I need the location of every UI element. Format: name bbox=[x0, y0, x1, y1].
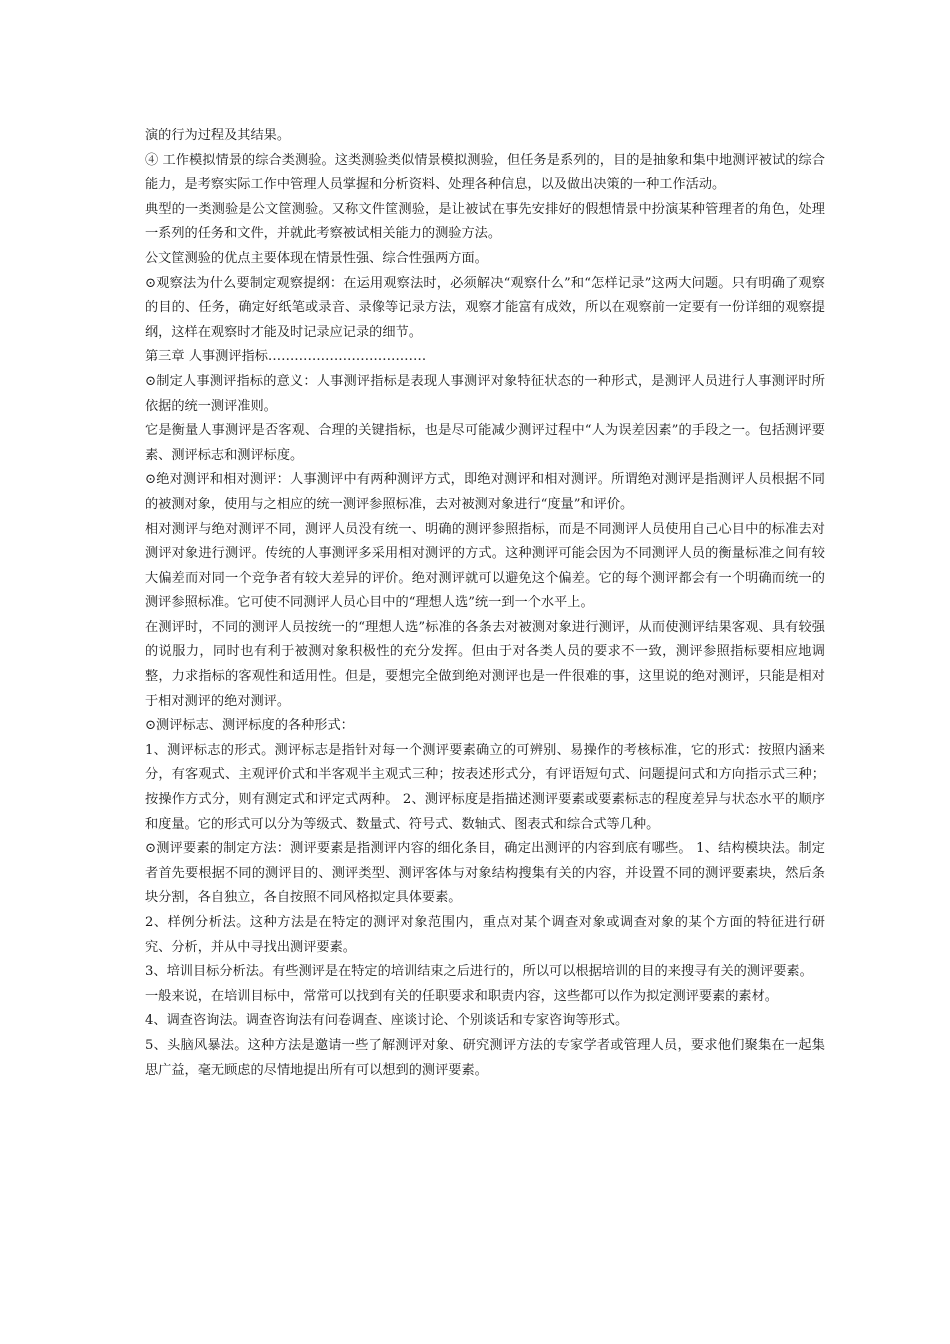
paragraph: 它是衡量人事测评是否客观、合理的关键指标，也是尽可能减少测评过程中“人为误差因素”的手段之一。包括测评要素、测评标志和测评标度。 bbox=[145, 423, 825, 463]
paragraph: 4、调查咨询法。调查咨询法有问卷调查、座谈讨论、个别谈话和专家咨询等形式。 bbox=[145, 1013, 629, 1029]
paragraph: 演的行为过程及其结果。 bbox=[145, 128, 291, 143]
paragraph: 2、样例分析法。这种方法是在特定的测评对象范围内，重点对某个调查对象或调查对象的某个方面的特征进行研究、分析，并从中寻找出测评要素。 bbox=[145, 915, 825, 955]
paragraph: ⊙测评标志、测评标度的各种形式： bbox=[145, 718, 354, 734]
paragraph: 1、测评标志的形式。测评标志是指针对每一个测评要素确立的可辨别、易操作的考核标准，它的形式：按照内涵来分，有客观式、主观评价式和半客观半主观式三种；按表述形式分，有评语短句式、问题提问式和方向指示式三种；按操作方式分，则有测定式和评定式两种。 2、测评标度是指描述测评要素或要素标志的程度差异与状态水平的顺序和度量。它的形式可以分为等级式、数量式、符号式、数轴式、图表式和综合式等几种。 bbox=[145, 742, 825, 832]
document-body bbox=[145, 124, 825, 1083]
paragraph: ⊙制定人事测评指标的意义：人事测评指标是表现人事测评对象特征状态的一种形式，是测评人员进行人事测评时所依据的统一测评准则。 bbox=[145, 373, 825, 414]
paragraph: 在测评时，不同的测评人员按统一的“理想人选”标准的各条去对被测对象进行测评，从而使测评结果客观、具有较强的说服力，同时也有利于被测对象积极性的充分发挥。但由于对各类人员的要求不一致，测评参照指标要相应地调整，力求指标的客观性和适用性。但是，要想完全做到绝对测评也是一件很难的事，这里说的绝对测评，只能是相对于相对测评的绝对测评。 bbox=[145, 619, 825, 709]
paragraph: 3、培训目标分析法。有些测评是在特定的培训结束之后进行的，所以可以根据培训的目的来搜寻有关的测评要素。 bbox=[145, 964, 813, 980]
paragraph: 相对测评与绝对测评不同，测评人员没有统一、明确的测评参照指标，而是不同测评人员使用自己心目中的标准去对测评对象进行测评。传统的人事测评多采用相对测评的方式。这种测评可能会因为不同测评人员的衡量标准之间有较大偏差而对同一个竞争者有较大差异的评价。绝对测评就可以避免这个偏差。它的每个测评都会有一个明确而统一的测评参照标准。它可使不同测评人员心目中的“理想人选”统一到一个水平上。 bbox=[145, 521, 825, 611]
paragraph: ④ 工作模拟情景的综合类测验。这类测验类似情景模拟测验，但任务是系列的，目的是抽象和集中地测评被试的综合能力，是考察实际工作中管理人员掌握和分析资料、处理各种信息，以及做出决策的一种工作活动。 bbox=[145, 152, 825, 193]
paragraph: 一般来说，在培训目标中，常常可以找到有关的任职要求和职责内容，这些都可以作为拟定测评要素的素材。 bbox=[145, 988, 778, 1004]
chapter-heading: 第三章 人事测评指标……………………………… bbox=[145, 349, 427, 365]
paragraph: 典型的一类测验是公文筐测验。又称文件筐测验，是让被试在事先安排好的假想情景中扮演某种管理者的角色，处理一系列的任务和文件，并就此考察被试相关能力的测验方法。 bbox=[145, 201, 825, 242]
paragraph: ⊙测评要素的制定方法：测评要素是指测评内容的细化条目，确定出测评的内容到底有哪些。 1、结构模块法。制定者首先要根据不同的测评目的、测评类型、测评客体与对象结构搜集有关的内容，并设置不同的测评要素块，然后条块分割，各自独立，各自按照不同风格拟定具体要素。 bbox=[145, 841, 825, 906]
paragraph: ⊙观察法为什么要制定观察提纲：在运用观察法时，必须解决“观察什么”和“怎样记录”这两大问题。只有明确了观察的目的、任务，确定好纸笔或录音、录像等记录方法，观察才能富有成效，所以在观察前一定要有一份详细的观察提纲，这样在观察时才能及时记录应记录的细节。 bbox=[145, 275, 825, 340]
paragraph: 5、头脑风暴法。这种方法是邀请一些了解测评对象、研究测评方法的专家学者或管理人员，要求他们聚集在一起集思广益，毫无顾虑的尽情地提出所有可以想到的测评要素。 bbox=[145, 1037, 825, 1078]
paragraph: 公文筐测验的优点主要体现在情景性强、综合性强两方面。 bbox=[145, 250, 488, 266]
paragraph: ⊙绝对测评和相对测评：人事测评中有两种测评方式，即绝对测评和相对测评。所谓绝对测评是指测评人员根据不同的被测对象，使用与之相应的统一测评参照标准，去对被测对象进行“度量”和评价。 bbox=[145, 472, 825, 512]
